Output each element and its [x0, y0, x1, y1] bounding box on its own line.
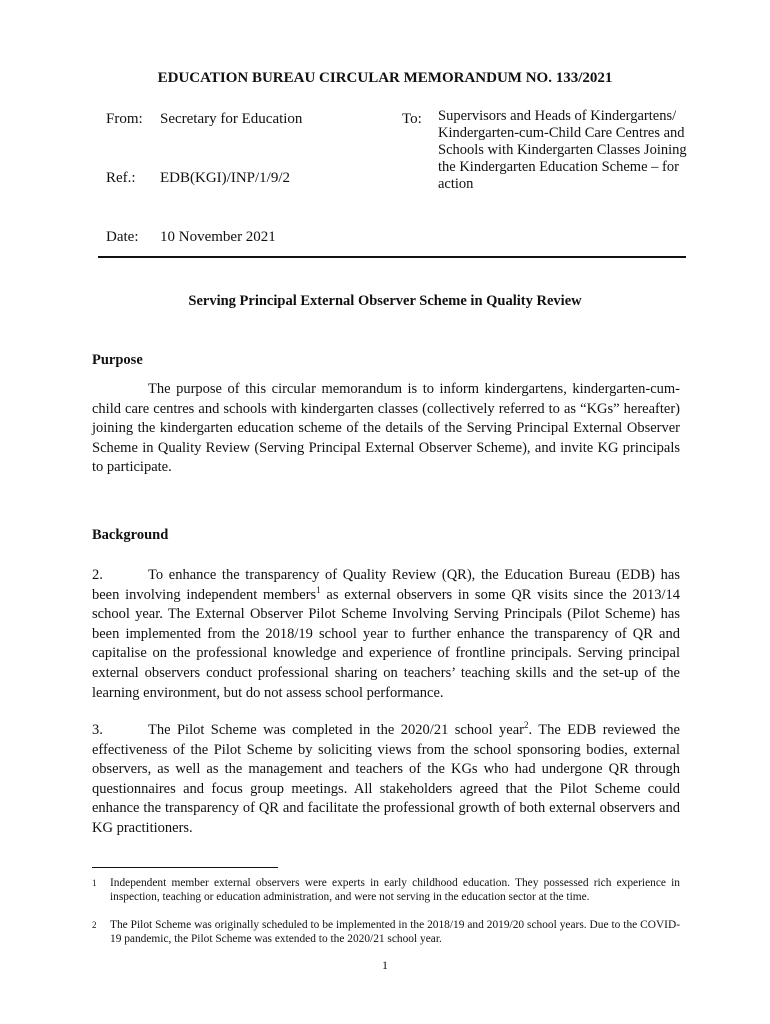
paragraph-number: 2.	[92, 567, 103, 583]
paragraph-2	[92, 566, 680, 703]
footnote-1	[92, 876, 680, 920]
footnote-mark: 2	[92, 920, 97, 930]
footnote-text: The Pilot Scheme was originally scheduled to be implemented in the 2018/19 and 2019/20 school years. Due to the COVID-19 pandemic, the Pilot Scheme was extended to the 2020/21 school year.	[110, 919, 680, 945]
ref-label: Ref.:	[106, 170, 136, 186]
paragraph-3-text-b: . The EDB reviewed the effectiveness of the Pilot Scheme by soliciting views from the school sponsoring bodies, external observers, as well as the management and teachers of the KGs who had undergone QR through questionnaires and focus group meetings. All stakeholders agreed that the Pilot Scheme could enhance the transparency of QR and facilitate the professional growth of both external observers and KG practitioners.	[92, 722, 680, 836]
memo-title: EDUCATION BUREAU CIRCULAR MEMORANDUM NO. 133/2021	[157, 70, 613, 86]
page-number: 1	[382, 958, 388, 972]
header-divider	[98, 256, 686, 258]
from-label: From:	[106, 111, 143, 127]
footnote-ref-1[interactable]: 1	[316, 584, 321, 595]
date-value: 10 November 2021	[160, 229, 276, 245]
paragraph-3-text-a: The Pilot Scheme was completed in the 2020/21 school year	[148, 722, 524, 738]
footnote-ref-2[interactable]: 2	[524, 720, 529, 731]
purpose-paragraph	[92, 380, 680, 478]
purpose-heading: Purpose	[92, 352, 143, 368]
paragraph-number: 3.	[92, 722, 103, 738]
paragraph-2-text-a: To enhance the transparency of Quality Review (QR), the Education Bureau (EDB) has been involving independent members	[92, 567, 680, 603]
paragraph-3	[92, 721, 680, 839]
date-label: Date:	[106, 229, 139, 245]
to-value: Supervisors and Heads of Kindergartens/ Kindergarten-cum-Child Care Centres and Schools with Kindergarten Classes Joining the Kindergarten Education Scheme – for action	[438, 108, 687, 192]
ref-value: EDB(KGI)/INP/1/9/2	[160, 170, 290, 186]
footnote-mark: 1	[92, 878, 97, 888]
memo-subject: Serving Principal External Observer Scheme in Quality Review	[188, 293, 582, 309]
from-value: Secretary for Education	[160, 111, 303, 127]
footnote-2	[92, 918, 680, 948]
background-heading: Background	[92, 527, 169, 543]
footnote-divider	[92, 867, 278, 868]
paragraph-2-text-b: as external observers in some QR visits since the 2013/14 school year. The External Observer Pilot Scheme Involving Serving Principals (Pilot Scheme) has been implemented from the 2018/19 school year to further enhance the transparency of QR and capitalise on the professional knowledge and experience of frontline principals. Serving principal external observers conduct professional sharing on teachers’ teaching skills and the set-up of the learning environment, but do not assess school performance.	[92, 586, 680, 701]
purpose-text: The purpose of this circular memorandum is to inform kindergartens, kindergarten-cum-child care centres and schools with kindergarten classes (collectively referred to as “KGs” hereafter) joining the kindergarten education scheme of the details of the Serving Principal External Observer Scheme in Quality Review (Serving Principal External Observer Scheme), and invite KG principals to participate.	[92, 381, 680, 476]
to-label: To:	[402, 111, 422, 127]
footnote-text: Independent member external observers were experts in early childhood education. They possessed rich experience in inspection, teaching or education administration, and were not serving in the education sector at the time.	[110, 877, 680, 903]
